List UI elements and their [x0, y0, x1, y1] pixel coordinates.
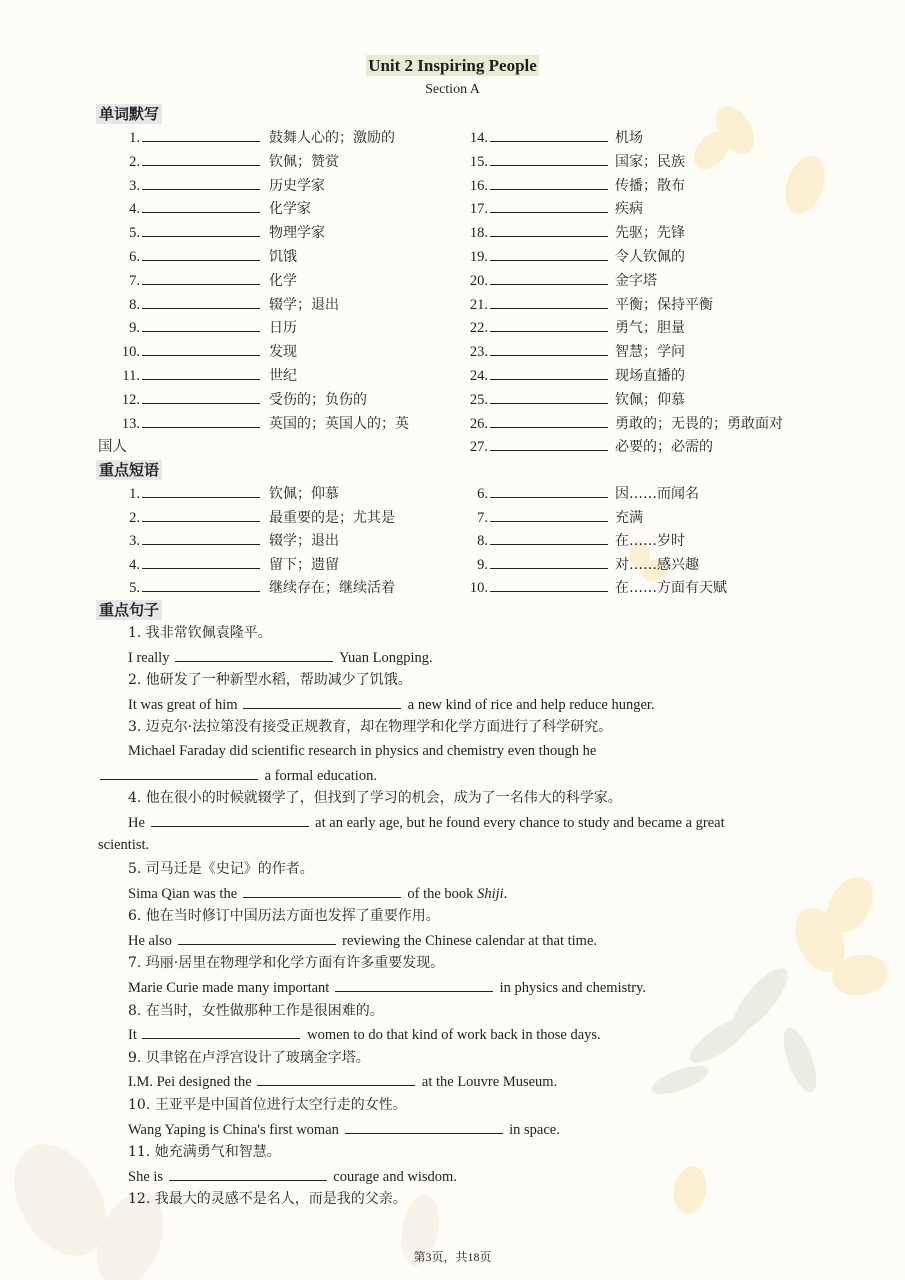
item-meaning: 疾病	[615, 201, 643, 218]
item-meaning: 世纪	[269, 368, 297, 384]
book-title: Shiji	[477, 885, 504, 902]
sentence-chinese: 3. 迈克尔·法拉第没有接受正规教育，却在物理学和化学方面进行了科学研究。	[128, 719, 613, 736]
fill-in-item	[112, 577, 395, 598]
answer-blank[interactable]	[490, 198, 608, 213]
item-meaning: 饥饿	[269, 249, 297, 265]
item-number: 24.	[469, 368, 488, 384]
answer-blank[interactable]	[142, 554, 260, 569]
fill-in-item	[458, 436, 713, 457]
sentence-text: She is	[128, 1168, 167, 1185]
item-meaning: 先驱；先锋	[615, 225, 685, 242]
item-meaning: 辍学；退出	[269, 296, 339, 313]
item-number: 25.	[469, 391, 488, 408]
phrases-heading: 重点短语	[96, 460, 162, 480]
fill-in-item	[458, 413, 783, 434]
item-number: 9.	[129, 320, 140, 337]
fill-in-item	[112, 198, 311, 219]
item-number: 3.	[129, 177, 140, 194]
sentence-english	[128, 977, 646, 998]
sentence-text: women to do that kind of work back in those days.	[303, 1027, 601, 1044]
answer-blank[interactable]	[142, 151, 260, 166]
sentence-english	[128, 1071, 557, 1092]
vocab-wrap-text: 国人	[98, 439, 127, 455]
answer-blank[interactable]	[142, 317, 260, 332]
fill-in-item	[112, 151, 339, 172]
item-number: 7.	[129, 272, 140, 289]
fill-in-item	[448, 554, 699, 575]
fill-in-item	[458, 270, 657, 291]
item-meaning: 英国的；英国人的；英	[269, 415, 409, 432]
item-number: 26.	[469, 415, 488, 432]
item-number: 5.	[129, 225, 140, 242]
fill-in-item	[112, 530, 339, 551]
fill-in-item	[112, 127, 395, 148]
item-number: 19.	[469, 249, 488, 265]
answer-blank[interactable]	[243, 883, 401, 898]
answer-blank[interactable]	[100, 765, 258, 780]
answer-blank[interactable]	[490, 365, 608, 380]
answer-blank[interactable]	[490, 389, 608, 404]
fill-in-item	[112, 554, 339, 575]
sentence-text: .	[503, 885, 508, 902]
answer-blank[interactable]	[142, 389, 260, 404]
item-number: 9.	[477, 556, 488, 573]
sentence-text: Sima Qian was the	[128, 885, 241, 902]
answer-blank[interactable]	[490, 483, 608, 498]
item-meaning: 继续存在；继续活着	[269, 580, 395, 597]
sentence-text: Michael Faraday did scientific research in physics and chemistry even though he	[128, 743, 597, 759]
sentence-english	[128, 812, 725, 833]
sentence-chinese: 1. 我非常钦佩袁隆平。	[128, 625, 272, 641]
answer-blank[interactable]	[490, 436, 608, 451]
answer-blank[interactable]	[490, 151, 608, 166]
sentence-english	[128, 1166, 457, 1187]
item-meaning: 传播；散布	[615, 177, 685, 194]
item-number: 5.	[129, 580, 140, 597]
sentence-chinese: 6. 他在当时修订中国历法方面也发挥了重要作用。	[128, 908, 440, 925]
fill-in-item	[458, 317, 685, 338]
item-number: 20.	[469, 272, 488, 289]
section-subtitle: Section A	[425, 82, 480, 97]
item-number: 11.	[122, 368, 140, 384]
answer-blank[interactable]	[490, 413, 608, 428]
item-number: 14.	[469, 130, 488, 146]
item-number: 10.	[121, 344, 140, 361]
sentences-heading: 重点句子	[96, 600, 162, 620]
item-meaning: 化学	[269, 272, 297, 289]
fill-in-item	[448, 577, 727, 598]
item-meaning: 因……而闻名	[615, 486, 699, 502]
answer-blank[interactable]	[335, 977, 493, 992]
item-number: 1.	[129, 130, 140, 146]
answer-blank[interactable]	[490, 222, 608, 237]
fill-in-item	[112, 413, 409, 434]
item-meaning: 国家；民族	[615, 153, 685, 170]
answer-blank[interactable]	[490, 317, 608, 332]
fill-in-item	[112, 294, 339, 315]
answer-blank[interactable]	[490, 127, 608, 142]
fill-in-item	[112, 389, 367, 410]
answer-blank[interactable]	[142, 341, 260, 356]
item-meaning: 辍学；退出	[269, 533, 339, 550]
item-number: 22.	[469, 320, 488, 337]
item-meaning: 化学家	[269, 201, 311, 218]
item-meaning: 对……感兴趣	[615, 556, 699, 573]
answer-blank[interactable]	[142, 1024, 300, 1039]
answer-blank[interactable]	[142, 246, 260, 261]
sentence-chinese: 4. 他在很小的时候就辍学了，但找到了学习的机会，成为了一名伟大的科学家。	[128, 790, 622, 807]
answer-blank[interactable]	[490, 175, 608, 190]
sentence-chinese: 9. 贝聿铭在卢浮宫设计了玻璃金字塔。	[128, 1049, 370, 1066]
item-meaning: 勇气；胆量	[615, 320, 685, 337]
item-number: 18.	[469, 225, 488, 242]
item-meaning: 最重要的是；尤其是	[269, 509, 395, 526]
item-number: 8.	[477, 533, 488, 550]
item-meaning: 钦佩；仰慕	[615, 391, 685, 408]
fill-in-item	[458, 127, 643, 148]
page-footer: 第3页，共18页	[413, 1250, 492, 1264]
fill-in-item	[112, 365, 297, 386]
vocab-heading: 单词默写	[96, 104, 162, 124]
item-number: 12.	[121, 391, 140, 408]
fill-in-item	[458, 246, 685, 267]
item-meaning: 现场直播的	[615, 368, 685, 384]
item-number: 10.	[469, 580, 488, 597]
fill-in-item	[448, 483, 699, 504]
fill-in-item	[458, 341, 685, 362]
item-meaning: 令人钦佩的	[615, 249, 685, 265]
answer-blank[interactable]	[142, 127, 260, 142]
answer-blank[interactable]	[257, 1071, 415, 1086]
item-number: 15.	[469, 153, 488, 170]
sentence-text: Marie Curie made many important	[128, 980, 333, 996]
sentence-chinese: 12. 我最大的灵感不是名人，而是我的父亲。	[128, 1191, 407, 1208]
item-meaning: 在……方面有天赋	[615, 580, 727, 597]
sentence-english-cont: scientist.	[98, 837, 150, 854]
item-meaning: 必要的；必需的	[615, 439, 713, 456]
item-number: 6.	[129, 249, 140, 265]
item-number: 17.	[469, 201, 488, 218]
answer-blank[interactable]	[243, 694, 401, 709]
fill-in-item	[112, 270, 297, 291]
fill-in-item	[112, 175, 325, 196]
sentence-english-cont	[98, 765, 377, 786]
sentence-text: a formal education.	[261, 767, 377, 784]
item-number: 2.	[129, 153, 140, 170]
sentence-text: I really	[128, 649, 174, 666]
sentence-english	[128, 647, 433, 668]
fill-in-item	[458, 294, 713, 315]
sentence-english	[128, 741, 596, 761]
answer-blank[interactable]	[142, 530, 260, 545]
item-meaning: 受伤的；负伤的	[269, 391, 367, 408]
item-number: 4.	[129, 201, 140, 218]
sentence-chinese: 2. 他研发了一种新型水稻，帮助减少了饥饿。	[128, 672, 412, 689]
answer-blank[interactable]	[142, 175, 260, 190]
sentence-text: courage and wisdom.	[329, 1168, 457, 1185]
answer-blank[interactable]	[142, 483, 260, 498]
answer-blank[interactable]	[169, 1166, 327, 1181]
fill-in-item	[458, 175, 685, 196]
answer-blank[interactable]	[142, 413, 260, 428]
answer-blank[interactable]	[490, 270, 608, 285]
item-meaning: 历史学家	[269, 177, 325, 194]
fill-in-item	[458, 151, 685, 172]
item-number: 21.	[469, 296, 488, 313]
item-meaning: 日历	[269, 320, 297, 337]
item-meaning: 钦佩；赞赏	[269, 153, 339, 170]
fill-in-item	[112, 246, 297, 267]
fill-in-item	[458, 222, 685, 243]
item-meaning: 充满	[615, 509, 643, 526]
item-meaning: 金字塔	[615, 272, 657, 289]
fill-in-item	[458, 365, 685, 386]
sentence-text: in physics and chemistry.	[495, 980, 647, 996]
item-number: 16.	[469, 177, 488, 194]
sentence-english	[128, 930, 597, 951]
answer-blank[interactable]	[142, 270, 260, 285]
fill-in-item	[458, 198, 643, 219]
sentence-text: of the book	[403, 885, 474, 902]
answer-blank[interactable]	[490, 530, 608, 545]
item-number: 8.	[129, 296, 140, 313]
fill-in-item	[112, 317, 297, 338]
answer-blank[interactable]	[490, 554, 608, 569]
item-meaning: 机场	[615, 130, 643, 146]
answer-blank[interactable]	[142, 507, 260, 522]
item-number: 27.	[469, 439, 488, 456]
sentence-text: reviewing the Chinese calendar at that time.	[338, 932, 598, 949]
item-number: 13.	[121, 415, 140, 432]
answer-blank[interactable]	[142, 577, 260, 592]
sentence-text: in space.	[505, 1121, 560, 1138]
answer-blank[interactable]	[142, 294, 260, 309]
answer-blank[interactable]	[142, 198, 260, 213]
sentence-chinese: 7. 玛丽·居里在物理学和化学方面有许多重要发现。	[128, 955, 445, 972]
fill-in-item	[112, 483, 339, 504]
item-meaning: 物理学家	[269, 225, 325, 242]
answer-blank[interactable]	[490, 507, 608, 522]
answer-blank[interactable]	[490, 341, 608, 356]
item-meaning: 留下；遗留	[269, 556, 339, 573]
sentence-text: It	[128, 1027, 141, 1044]
sentence-text: Wang Yaping is China's first woman	[128, 1121, 343, 1138]
sentence-text: He	[128, 814, 149, 831]
sentence-english	[128, 1119, 560, 1140]
item-meaning: 在……岁时	[615, 533, 685, 550]
sentence-chinese: 11. 她充满勇气和智慧。	[128, 1144, 281, 1161]
fill-in-item	[448, 507, 643, 528]
fill-in-item	[112, 222, 325, 243]
page-title: Unit 2 Inspiring People	[368, 56, 537, 75]
item-meaning: 发现	[269, 344, 297, 361]
sentence-english	[128, 1024, 601, 1045]
answer-blank[interactable]	[490, 294, 608, 309]
sentence-text: at an early age, but he found every chance to study and became a great	[311, 814, 725, 831]
sentence-chinese: 8. 在当时，女性做那种工作是很困难的。	[128, 1002, 384, 1019]
answer-blank[interactable]	[151, 812, 309, 827]
item-number: 4.	[129, 556, 140, 573]
item-number: 7.	[477, 509, 488, 526]
sentence-chinese: 5. 司马迁是《史记》的作者。	[128, 861, 314, 877]
sentence-text: a new kind of rice and help reduce hunger.	[404, 696, 655, 713]
answer-blank[interactable]	[345, 1119, 503, 1134]
sentence-text: Yuan Longping.	[336, 649, 433, 666]
item-number: 1.	[129, 486, 140, 502]
item-meaning: 钦佩；仰慕	[269, 486, 339, 502]
item-meaning: 智慧；学问	[615, 344, 685, 361]
fill-in-item	[448, 530, 685, 551]
sentence-text: at the Louvre Museum.	[418, 1074, 558, 1091]
item-number: 6.	[477, 486, 488, 502]
item-meaning: 鼓舞人心的；激励的	[269, 130, 395, 146]
answer-blank[interactable]	[142, 222, 260, 237]
fill-in-item	[458, 389, 685, 410]
item-number: 2.	[129, 509, 140, 526]
sentence-english	[128, 694, 655, 715]
answer-blank[interactable]	[142, 365, 260, 380]
fill-in-item	[112, 341, 297, 362]
item-number: 23.	[469, 344, 488, 361]
sentence-english	[128, 883, 507, 904]
answer-blank[interactable]	[490, 246, 608, 261]
answer-blank[interactable]	[490, 577, 608, 592]
item-meaning: 勇敢的；无畏的；勇敢面对	[615, 415, 783, 432]
answer-blank[interactable]	[175, 647, 333, 662]
item-meaning: 平衡；保持平衡	[615, 296, 713, 313]
item-number: 3.	[129, 533, 140, 550]
sentence-chinese: 10. 王亚平是中国首位进行太空行走的女性。	[128, 1097, 407, 1113]
answer-blank[interactable]	[178, 930, 336, 945]
fill-in-item	[112, 507, 395, 528]
sentence-text: It was great of him	[128, 696, 242, 713]
sentence-text: He also	[128, 932, 176, 949]
sentence-text: I.M. Pei designed the	[128, 1074, 256, 1091]
